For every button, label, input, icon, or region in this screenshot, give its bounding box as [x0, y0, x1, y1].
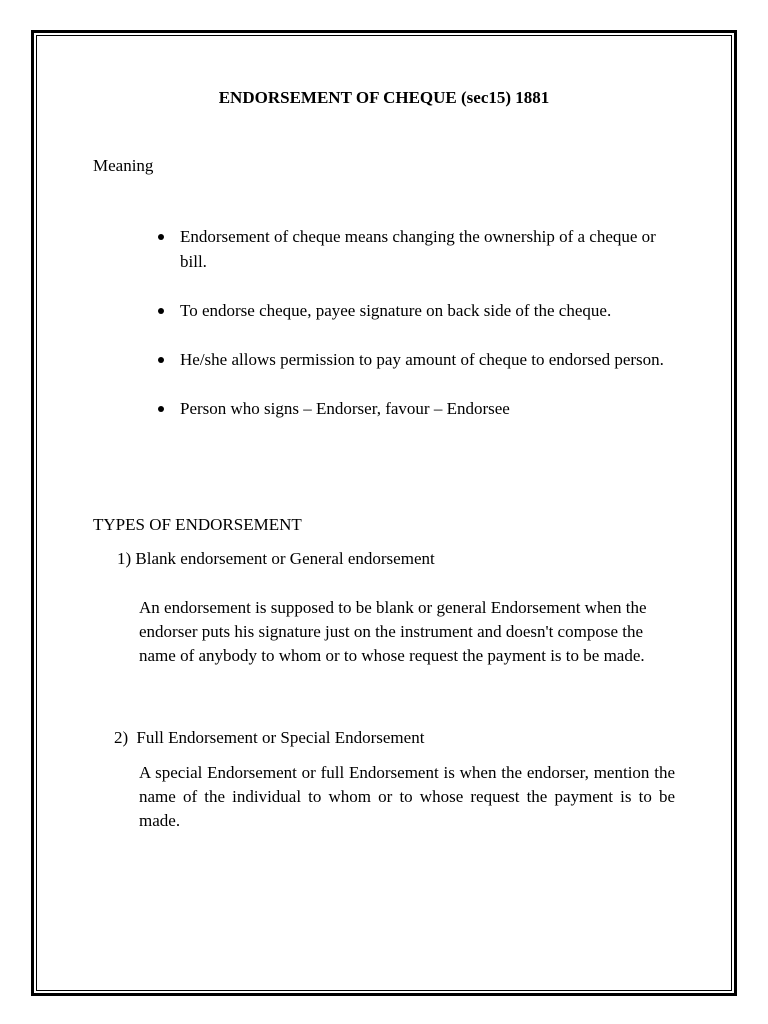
types-heading: TYPES OF ENDORSEMENT	[93, 515, 302, 534]
bullet-text: To endorse cheque, payee signature on back side of the cheque.	[180, 301, 612, 320]
page-border-inner	[36, 35, 732, 991]
document-title: ENDORSEMENT OF CHEQUE (sec15) 1881	[218, 88, 550, 107]
type-1-number: 1)	[117, 549, 132, 568]
bullet-icon	[158, 308, 164, 314]
type-2-description: A special Endorsement or full Endorsement is when the endorser, mention the name of the individual to whom or to whose request the payment is to be made.	[139, 763, 675, 830]
type-2-heading-row	[114, 728, 424, 748]
meaning-bullet-list	[158, 224, 678, 421]
bullet-text: He/she allows permission to pay amount of cheque to endorsed person.	[180, 350, 664, 369]
meaning-heading: Meaning	[93, 156, 154, 175]
bullet-icon	[158, 234, 164, 240]
type-1-description: An endorsement is supposed to be blank or general Endorsement when the endorser puts his signature just on the instrument and doesn't compose the name of anybody to whom or to whose request the payment is to be made.	[139, 598, 647, 665]
bullet-icon	[158, 406, 164, 412]
type-1-heading: Blank endorsement or General endorsement	[135, 549, 435, 568]
type-1-heading-row	[117, 549, 435, 569]
type-2-number: 2)	[114, 728, 129, 747]
bullet-icon	[158, 357, 164, 363]
list-item	[158, 347, 678, 372]
bullet-text: Person who signs – Endorser, favour – Endorsee	[180, 399, 510, 418]
list-item	[158, 298, 678, 323]
bullet-text: Endorsement of cheque means changing the ownership of a cheque or bill.	[180, 227, 656, 271]
list-item	[158, 224, 678, 274]
type-2-heading: Full Endorsement or Special Endorsement	[136, 728, 425, 747]
list-item	[158, 396, 678, 421]
